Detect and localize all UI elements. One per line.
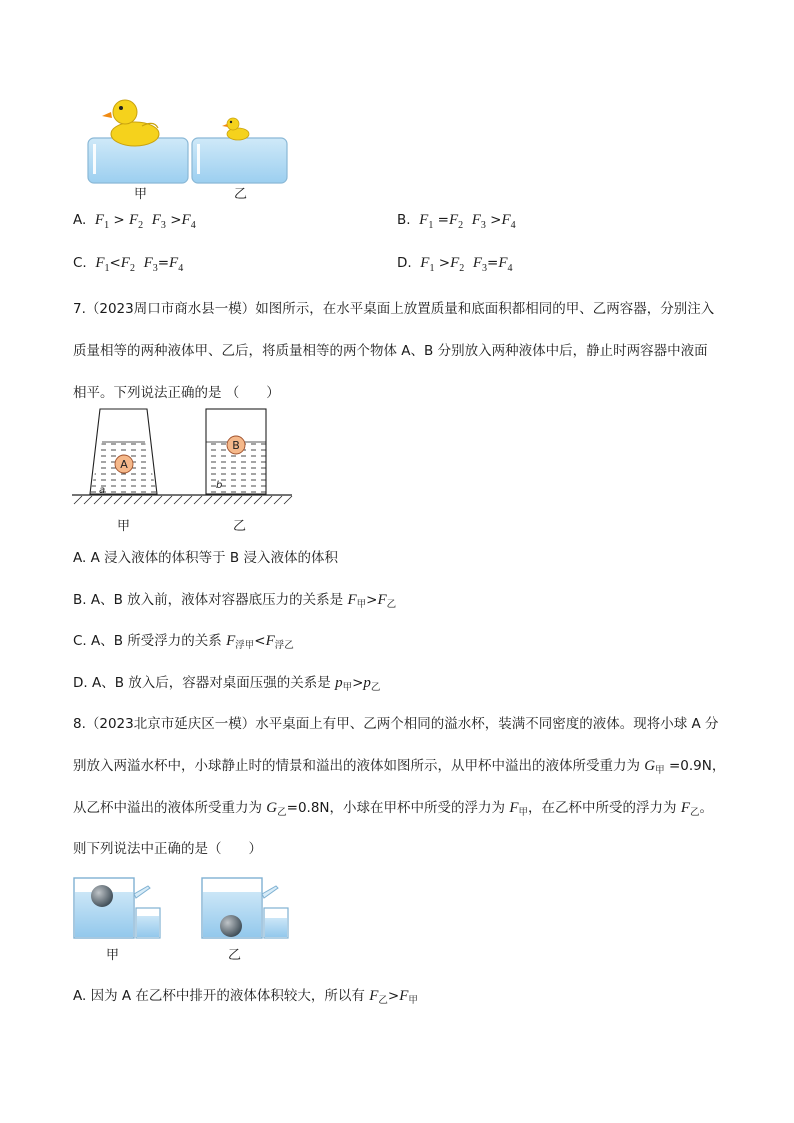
beaker-jia bbox=[136, 908, 160, 938]
svg-text:B: B bbox=[232, 439, 240, 452]
ball-a-yi bbox=[220, 915, 242, 937]
q8-stem-line-2: 别放入两溢水杯中，小球静止时的情景和溢出的液体如图所示，从甲杯中溢出的液体所受重力为 $G_甲 =0.9N$， bbox=[73, 758, 726, 776]
point-a-label: a bbox=[99, 485, 106, 496]
q7-figure-label-yi: 乙 bbox=[233, 519, 247, 534]
q7-stem-line-3: 相平。下列说法正确的是 （ ） bbox=[73, 385, 280, 401]
q8-option-a: A. 因为 A 在乙杯中排开的液体体积较大，所以有 $F_乙>F_甲$ bbox=[73, 988, 418, 1006]
q8-stem-line-4: 则下列说法中正确的是（ ） bbox=[73, 841, 262, 857]
q8-overflow-cups-figure bbox=[70, 872, 295, 944]
q7-option-a: A. A 浸入液体的体积等于 B 浸入液体的体积 bbox=[73, 550, 338, 566]
beaker-yi bbox=[264, 908, 288, 938]
q8-figure-label-yi: 乙 bbox=[228, 948, 242, 963]
q8-stem-line-3: 从乙杯中溢出的液体所受重力为 $G_乙=0.8N$，小球在甲杯中所受的浮力为 $F_甲$，在乙杯中所受的浮力为 $F_乙$。 bbox=[73, 800, 713, 818]
figure-label-yi: 乙 bbox=[234, 187, 248, 202]
q7-option-b: B. A、B 放入前，液体对容器底压力的关系是 $F_甲>F_乙$ bbox=[73, 592, 397, 610]
duck-small-icon bbox=[222, 118, 249, 140]
figure-label-jia: 甲 bbox=[134, 187, 148, 202]
q8-stem-line-1: 8.（2023北京市延庆区一模）水平桌面上有甲、乙两个相同的溢水杯，装满不同密度的液体。现将小球 A 分 bbox=[73, 716, 719, 732]
q6-option-a: A. $F_1 > F_2$ $F_3 >F_4$ bbox=[73, 212, 196, 231]
q6-option-c: C. $F_1<F_2$ $F_3=F_4$ bbox=[73, 255, 184, 274]
q7-option-d: D. A、B 放入后，容器对桌面压强的关系是 $p_甲>p_乙$ bbox=[73, 675, 381, 693]
q7-stem-line-2: 质量相等的两种液体甲、乙后，将质量相等的两个物体 A、B 分别放入两种液体中后，静止时两容器中液面 bbox=[73, 343, 708, 359]
duck-tanks-figure bbox=[80, 92, 295, 202]
point-b-label: b bbox=[216, 480, 223, 491]
q6-option-b: B. $F_1 =F_2$ $F_3 >F_4$ bbox=[397, 212, 516, 231]
svg-text:A: A bbox=[120, 458, 128, 471]
q7-figure-label-jia: 甲 bbox=[117, 519, 131, 534]
q8-figure-label-jia: 甲 bbox=[106, 948, 120, 963]
ground-hatching bbox=[74, 496, 292, 504]
q6-option-d: D. $F_1 >F_2$ $F_3=F_4$ bbox=[397, 255, 513, 274]
q7-containers-figure bbox=[70, 405, 295, 510]
q7-stem-line-1: 7.（2023周口市商水县一模）如图所示，在水平桌面上放置质量和底面积都相同的甲、乙两容器，分别注入 bbox=[73, 301, 715, 317]
ball-a-jia bbox=[91, 885, 113, 907]
tank-yi bbox=[192, 138, 287, 183]
q7-option-c: C. A、B 所受浮力的关系 $F_{浮甲}<F_{浮乙}$ bbox=[73, 633, 294, 651]
